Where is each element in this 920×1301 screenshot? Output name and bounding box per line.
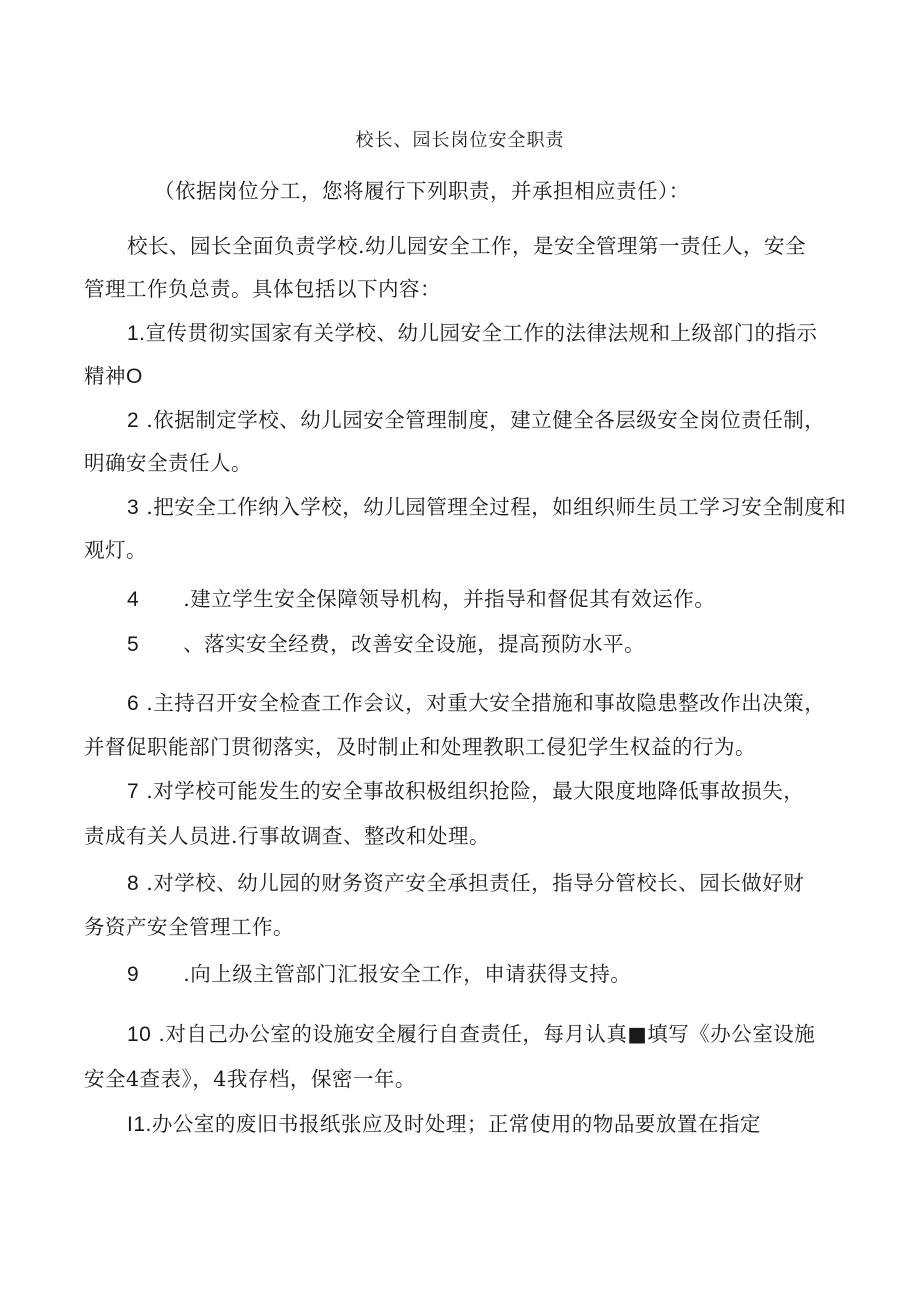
item-text-tail: O (126, 365, 143, 388)
list-item-continuation: 明确安全责任人。 (84, 451, 252, 475)
list-item-continuation: 安全4查表》，4我存档，保密一年。 (84, 1067, 416, 1091)
list-item-continuation: 责成有关人员进.行事故调查、整改和处理。 (84, 824, 491, 848)
item-number: 5 (127, 633, 140, 656)
item-number: 6 (127, 692, 140, 715)
item-text: .对自己办公室的设施安全履行自查责任，每月认真■填写《办公室设施 (158, 1022, 816, 1046)
intro-line-2: 管理工作负总责。具体包括以下内容： (84, 277, 441, 301)
item-text: .建立学生安全保障领导机构，并指导和督促其有效运作。 (183, 587, 716, 611)
item-text: 、落实安全经费，改善安全设施，提高预防水平。 (183, 632, 646, 656)
subtitle: （依据岗位分工，您将履行下列职责，并承担相应责任）： (154, 179, 690, 203)
item-number: 2 (127, 409, 140, 432)
list-item (127, 777, 804, 806)
item-number: I1. (127, 1113, 152, 1136)
item-number: 8 (127, 872, 140, 895)
item-text: .对学校可能发生的安全事故积极组织抢险，最大限度地降低事故损失， (146, 779, 805, 803)
list-item (127, 585, 715, 614)
list-item (127, 406, 825, 435)
list-item (127, 689, 825, 718)
item-number: 7 (127, 780, 140, 803)
item-number: 10 (127, 1023, 152, 1046)
item-number: 4 (127, 588, 140, 611)
list-item (127, 630, 645, 659)
list-item (127, 319, 818, 348)
item-number: 1. (127, 322, 146, 345)
item-text: 宣传贯彻实国家有关学校、幼儿园安全工作的法律法规和上级部门的指示 (145, 321, 818, 345)
list-item (127, 1110, 761, 1139)
item-number: 9 (127, 963, 140, 986)
list-item-continuation: 并督促职能部门贯彻落实，及时制止和处理教职工侵犯学生权益的行为。 (84, 735, 756, 759)
list-item (127, 493, 846, 522)
list-item-continuation (84, 362, 143, 391)
list-item-continuation: 观灯。 (84, 538, 147, 562)
list-item (127, 960, 631, 989)
page-title: 校长、园长岗位安全职责 (355, 130, 565, 151)
list-item (127, 1020, 815, 1049)
item-text: .向上级主管部门汇报安全工作，申请获得支持。 (183, 962, 632, 986)
intro-line-1: 校长、园长全面负责学校.幼儿园安全工作，是安全管理第一责任人，安全 (127, 234, 807, 258)
item-text: 精神 (84, 364, 126, 388)
item-text: .对学校、幼儿园的财务资产安全承担责任，指导分管校长、园长做好财 (146, 871, 805, 895)
item-text: .主持召开安全检查工作会议，对重大安全措施和事故隐患整改作出决策， (146, 691, 826, 715)
list-item-continuation: 务资产安全管理工作。 (84, 915, 294, 939)
list-item (127, 869, 804, 898)
item-number: 3 (127, 496, 140, 519)
item-text: .依据制定学校、幼儿园安全管理制度，建立健全各层级安全岗位责任制， (146, 408, 826, 432)
item-text: .把安全工作纳入学校，幼儿园管理全过程，如组织师生员工学习安全制度和 (146, 495, 847, 519)
item-text: 办公室的废旧书报纸张应及时处理；正常使用的物品要放置在指定 (151, 1112, 761, 1136)
